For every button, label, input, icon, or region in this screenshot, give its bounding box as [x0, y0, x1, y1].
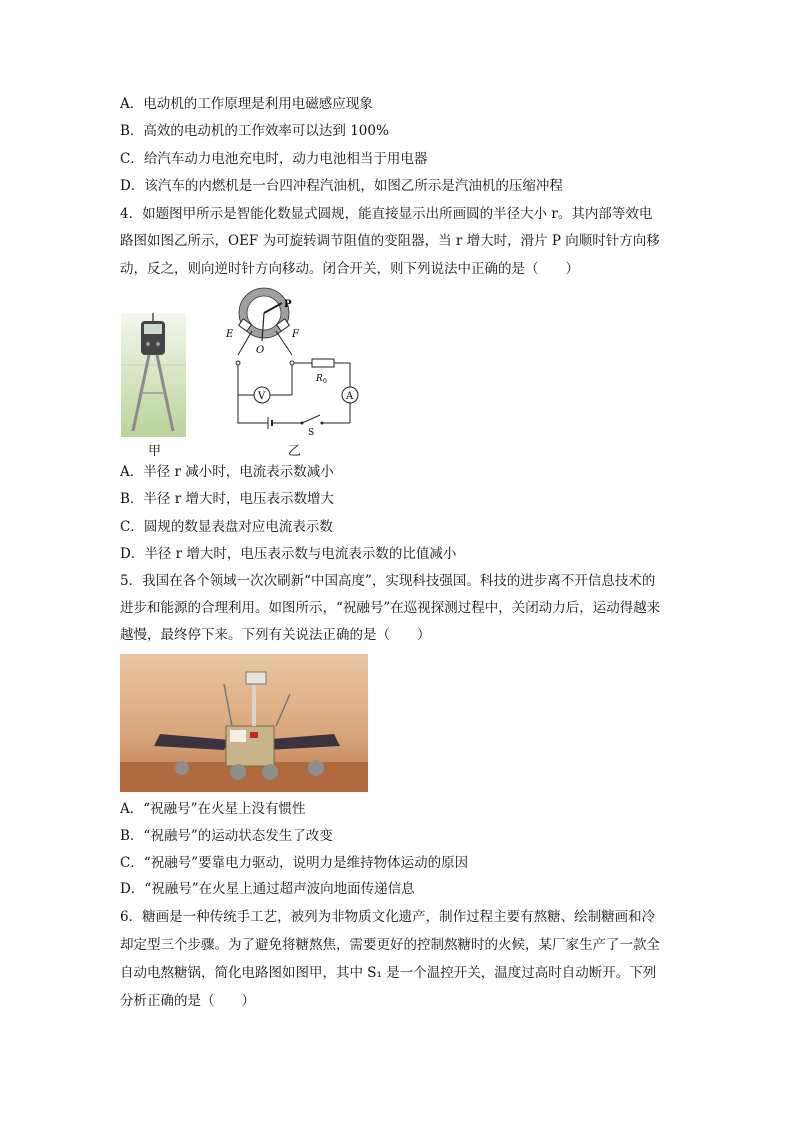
q5-stem-line-1: 5．我国在各个领域一次次刷新“中国高度”，实现科技强国。科技的进步离不开信息技术的 [120, 573, 656, 589]
label-r0-sub: 0 [323, 378, 327, 385]
q3-option-c: C．给汽车动力电池充电时，动力电池相当于用电器 [120, 151, 428, 167]
label-e: E [226, 329, 234, 340]
q3-option-a: A．电动机的工作原理是利用电磁感应现象 [120, 96, 373, 112]
circuit-diagram [222, 287, 362, 435]
zhurong-rover-photo [120, 654, 368, 792]
q5-option-d: D．“祝融号”在火星上通过超声波向地面传递信息 [120, 881, 415, 897]
q3-option-d: D．该汽车的内燃机是一台四冲程汽油机，如图乙所示是汽油机的压缩冲程 [120, 178, 563, 194]
q5-stem-line-3: 越慢，最终停下来。下列有关说法正确的是（ ） [120, 627, 431, 643]
q5-option-a: A．“祝融号”在火星上没有惯性 [120, 801, 306, 817]
q5-option-c: C．“祝融号”要靠电力驱动，说明力是维持物体运动的原因 [120, 855, 469, 871]
label-p: P [284, 299, 292, 310]
q3-option-b: B．高效的电动机的工作效率可以达到 100% [120, 123, 389, 139]
ammeter-label: A [346, 391, 354, 402]
q6-stem-line-1: 6．糖画是一种传统手工艺，被列为非物质文化遗产，制作过程主要有熬糖、绘制糖画和冷 [120, 909, 656, 925]
q4-option-d: D．半径 r 增大时，电压表示数与电流表示数的比值减小 [120, 546, 457, 562]
q6-stem-line-4: 分析正确的是（ ） [120, 993, 255, 1009]
label-r0: R [316, 374, 323, 384]
switch-label: S [308, 428, 315, 435]
q4-option-c: C．圆规的数显表盘对应电流表示数 [120, 519, 333, 535]
label-o: O [256, 345, 265, 356]
q6-stem-line-3: 自动电熬糖锅，简化电路图如图甲，其中 S₁ 是一个温控开关，温度过高时自动断开。下列 [120, 965, 657, 981]
q6-stem-line-2: 却定型三个步骤。为了避免将糖熬焦，需要更好的控制熬糖时的火候，某厂家生产了一款全 [120, 937, 660, 953]
figure-yi-caption: 乙 [288, 444, 302, 459]
digital-compass-photo [121, 313, 186, 437]
q4-stem-line-1: 4．如题图甲所示是智能化数显式圆规，能直接显示出所画圆的半径大小 r。其内部等效电 [120, 206, 653, 222]
q5-stem-line-2: 进步和能源的合理利用。如图所示，“祝融号”在巡视探测过程中，关闭动力后，运动得越来 [120, 600, 661, 616]
label-f: F [292, 329, 299, 340]
q4-stem-line-2: 路图如图乙所示，OEF 为可旋转调节阻值的变阻器，当 r 增大时，滑片 P 向顺时针方向移 [120, 233, 660, 249]
q4-option-a: A．半径 r 减小时，电流表示数减小 [120, 464, 334, 480]
voltmeter-label: V [258, 391, 266, 402]
q4-stem-line-3: 动，反之，则向逆时针方向移动。闭合开关，则下列说法中正确的是（ ） [120, 261, 579, 277]
q5-option-b: B．“祝融号”的运动状态发生了改变 [120, 828, 333, 844]
q4-option-b: B．半径 r 增大时，电压表示数增大 [120, 491, 334, 507]
figure-jia-caption: 甲 [148, 444, 162, 459]
